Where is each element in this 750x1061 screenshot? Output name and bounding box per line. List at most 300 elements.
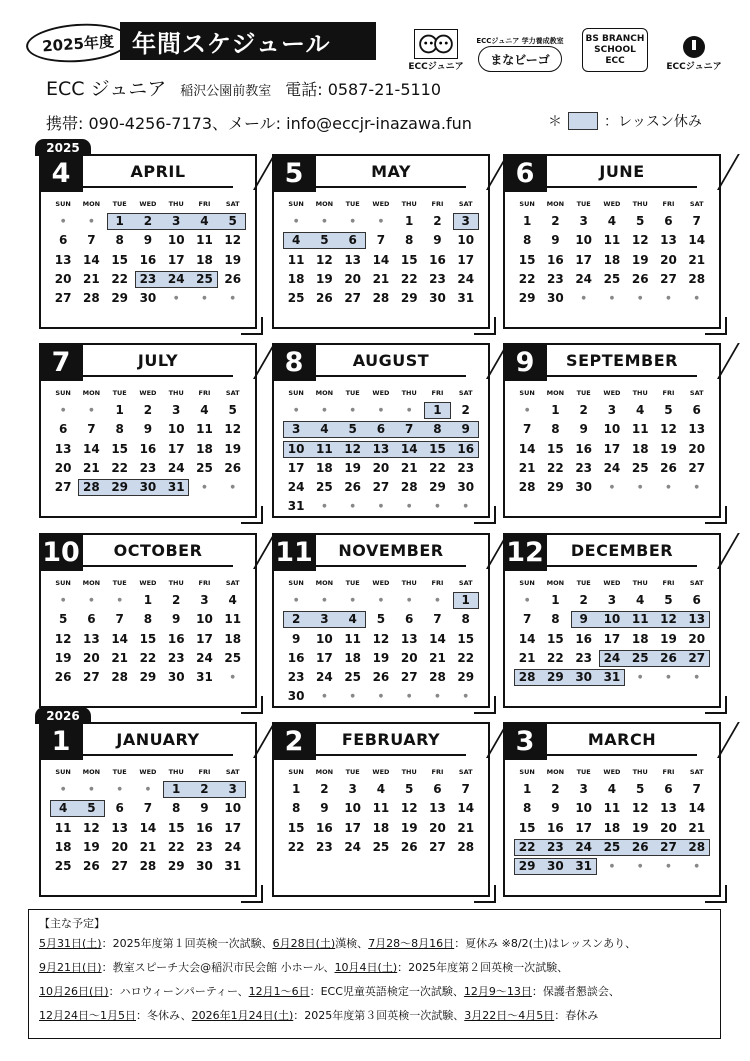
weekday-label: MON (82, 200, 101, 208)
day-number: 11 (224, 612, 242, 627)
day-number: 31 (196, 670, 213, 685)
day-number: 22 (167, 839, 185, 854)
day-number: 23 (316, 839, 333, 854)
day-number: 3 (461, 214, 470, 228)
day-grid (513, 200, 711, 308)
day-number: 16 (429, 252, 446, 267)
weekday-label: SUN (288, 200, 304, 208)
week-row (282, 687, 480, 706)
day-number: 9 (143, 233, 153, 248)
weekday-label: FRI (198, 579, 211, 587)
week-row (49, 231, 247, 250)
weekday-label: SAT (225, 200, 240, 208)
logo-group (408, 20, 728, 72)
day-number: 26 (631, 271, 649, 286)
day-number: 1 (522, 782, 532, 796)
day-number: 23 (139, 460, 157, 475)
day-number: 26 (631, 839, 649, 854)
day-grid (49, 768, 247, 876)
day-number: 15 (111, 441, 129, 456)
weekday-label: FRI (198, 200, 211, 208)
day-number: 20 (54, 460, 72, 475)
event-date: 12月24日〜1月5日 (39, 1009, 136, 1022)
day-number: 19 (660, 631, 677, 646)
day-number: 19 (660, 441, 677, 456)
day-number: 7 (115, 612, 124, 627)
day-number: 8 (143, 612, 153, 627)
day-number: 20 (660, 820, 677, 835)
empty-day-dot: ● (89, 597, 94, 603)
week-row (49, 799, 247, 818)
day-number: 8 (115, 422, 124, 437)
day-number: 28 (688, 839, 706, 854)
day-number: 28 (83, 480, 100, 495)
day-number: 15 (111, 252, 129, 267)
day-number: 7 (376, 233, 386, 248)
weekday-label: SUN (55, 768, 71, 776)
weekday-label: THU (632, 200, 648, 208)
day-grid (49, 389, 247, 497)
day-number: 4 (348, 612, 357, 627)
day-number: 17 (344, 820, 362, 835)
day-number: 17 (316, 650, 333, 665)
week-row (513, 478, 711, 497)
day-number: 30 (196, 859, 213, 874)
event-date: 2026年1月24日(土) (191, 1009, 294, 1022)
day-number: 3 (607, 403, 617, 417)
weekday-label: TUE (345, 768, 360, 776)
event-date: 5月31日(土) (39, 937, 102, 950)
day-number: 7 (143, 801, 153, 816)
empty-day-dot: ● (407, 693, 412, 700)
empty-day-dot: ● (230, 484, 235, 491)
weekday-label: MON (546, 768, 565, 776)
empty-day-dot: ● (350, 693, 355, 700)
day-number: 21 (688, 820, 706, 835)
day-number: 20 (400, 650, 418, 665)
day-grid (49, 579, 247, 687)
day-number: 24 (575, 839, 593, 854)
legend (548, 111, 702, 131)
day-number: 14 (111, 631, 129, 646)
day-number: 7 (87, 233, 96, 248)
day-number: 6 (692, 403, 701, 417)
weekday-label: WED (372, 768, 390, 776)
school-name: ECC ジュニア (46, 78, 167, 100)
day-number: 3 (291, 422, 301, 437)
day-number: 10 (196, 612, 213, 627)
empty-day-dot: ● (378, 503, 384, 510)
month-number: 8 (272, 343, 316, 381)
day-number: 1 (172, 782, 181, 796)
week-row (513, 610, 711, 629)
day-number: 31 (457, 291, 475, 306)
day-number: 28 (518, 670, 536, 685)
empty-day-dot: ● (463, 503, 468, 510)
day-number: 10 (575, 233, 593, 248)
day-number: 6 (348, 233, 357, 248)
day-number: 8 (433, 422, 442, 437)
day-number: 2 (551, 782, 560, 796)
weekday-label: TUE (576, 579, 591, 587)
day-number: 9 (579, 612, 588, 627)
day-number: 15 (518, 252, 536, 267)
day-number: 17 (457, 252, 475, 267)
day-number: 4 (376, 782, 386, 796)
empty-day-dot: ● (666, 484, 671, 491)
day-number: 29 (111, 291, 129, 306)
weekday-label: TUE (112, 579, 127, 587)
weekday-label: WED (139, 200, 157, 208)
event-text: ：春休み (554, 1009, 599, 1022)
day-number: 14 (83, 441, 100, 456)
day-number: 27 (688, 460, 706, 475)
day-number: 24 (603, 650, 621, 665)
empty-day-dot: ● (378, 597, 384, 603)
day-number: 30 (575, 480, 593, 495)
day-number: 2 (320, 782, 329, 796)
week-row (49, 289, 247, 308)
day-number: 27 (54, 480, 72, 495)
empty-day-dot: ● (694, 295, 699, 302)
day-number: 19 (400, 820, 418, 835)
day-number: 20 (660, 252, 677, 267)
empty-day-dot: ● (666, 674, 671, 681)
day-number: 26 (83, 859, 100, 874)
day-number: 8 (522, 233, 532, 248)
day-number: 29 (547, 670, 564, 685)
notes-line (39, 932, 710, 956)
day-number: 16 (167, 631, 185, 646)
month-number: 9 (503, 343, 547, 381)
weekday-label: SUN (519, 389, 535, 397)
month-name: APRIL (83, 156, 233, 188)
day-number: 24 (603, 460, 621, 475)
day-number: 26 (400, 839, 418, 854)
event-text: ：ECC児童英語検定一次試験、 (309, 985, 464, 998)
empty-day-dot: ● (322, 503, 327, 510)
empty-day-dot: ● (666, 295, 671, 302)
empty-day-dot: ● (638, 674, 643, 681)
day-number: 8 (291, 801, 301, 816)
day-number: 26 (224, 460, 242, 475)
empty-day-dot: ● (89, 786, 94, 792)
day-number: 20 (429, 820, 446, 835)
empty-day-dot: ● (694, 863, 699, 870)
week-row (513, 649, 711, 668)
day-number: 16 (287, 650, 305, 665)
day-number: 28 (400, 480, 418, 495)
empty-day-dot: ● (350, 407, 355, 413)
week-row (282, 497, 480, 516)
day-number: 13 (83, 631, 100, 646)
weekday-label: MON (82, 389, 101, 397)
weekday-label: SAT (225, 579, 240, 587)
day-number: 22 (547, 650, 564, 665)
day-number: 19 (316, 271, 333, 286)
weekday-label: THU (632, 579, 648, 587)
week-row (513, 591, 711, 610)
weekday-label: TUE (576, 768, 591, 776)
empty-day-dot: ● (378, 407, 384, 413)
day-number: 15 (429, 441, 446, 456)
empty-day-dot: ● (117, 597, 122, 603)
empty-day-dot: ● (322, 218, 327, 224)
day-number: 30 (547, 291, 564, 306)
month-number: 11 (272, 533, 316, 571)
day-number: 21 (372, 271, 390, 286)
day-number: 2 (200, 782, 209, 796)
weekday-label: MON (315, 200, 334, 208)
day-number: 2 (579, 593, 588, 607)
month-calendar (39, 708, 257, 897)
day-number: 18 (372, 820, 390, 835)
empty-day-dot: ● (666, 863, 671, 870)
weekday-label: SAT (689, 200, 704, 208)
month-calendar (503, 343, 721, 518)
empty-day-dot: ● (145, 786, 151, 792)
day-number: 20 (111, 839, 129, 854)
weekday-label: WED (372, 389, 390, 397)
month-calendar (272, 722, 490, 897)
day-grid (282, 200, 480, 308)
event-date: 12月9〜13日 (463, 985, 532, 998)
day-number: 23 (457, 460, 475, 475)
manabi-go-logo: ECCジュニア 学力養成教室 まなビーゴ (474, 20, 566, 72)
empty-day-dot: ● (60, 786, 66, 792)
day-number: 7 (522, 422, 532, 437)
week-row (282, 591, 480, 610)
weekday-label: FRI (198, 389, 211, 397)
month-name: OCTOBER (83, 535, 233, 567)
notes-line (39, 980, 710, 1004)
day-number: 22 (429, 460, 446, 475)
day-number: 2 (461, 403, 470, 417)
day-grid (282, 579, 480, 707)
empty-day-dot: ● (609, 484, 615, 491)
day-number: 6 (433, 782, 442, 796)
day-number: 25 (287, 291, 305, 306)
day-number: 10 (316, 631, 333, 646)
empty-day-dot: ● (609, 295, 615, 302)
empty-day-dot: ● (638, 863, 643, 870)
weekday-label: WED (139, 389, 157, 397)
day-number: 27 (372, 480, 390, 495)
event-date: 7月28〜8月16日 (368, 937, 455, 950)
day-number: 22 (518, 839, 536, 854)
day-number: 11 (54, 820, 72, 835)
week-row (49, 610, 247, 629)
day-number: 15 (167, 820, 185, 835)
week-row (282, 231, 480, 250)
day-number: 31 (224, 859, 242, 874)
day-number: 13 (54, 441, 72, 456)
weekday-label: FRI (198, 768, 211, 776)
day-number: 28 (83, 291, 100, 306)
empty-day-dot: ● (202, 295, 207, 302)
day-number: 1 (115, 403, 124, 417)
day-number: 14 (372, 252, 390, 267)
empty-day-dot: ● (322, 597, 327, 603)
day-number: 20 (688, 631, 706, 646)
day-number: 30 (457, 480, 475, 495)
day-number: 12 (83, 820, 100, 835)
schedule-notes (28, 909, 721, 1039)
month-number: 10 (39, 533, 83, 571)
weekday-label: FRI (662, 389, 675, 397)
day-number: 1 (551, 593, 560, 607)
day-number: 18 (196, 252, 213, 267)
notes-line (39, 1004, 710, 1028)
month-calendar (503, 154, 721, 329)
day-number: 3 (172, 214, 181, 228)
empty-day-dot: ● (293, 407, 299, 413)
empty-day-dot: ● (435, 597, 440, 603)
day-number: 1 (461, 593, 470, 607)
weekday-label: TUE (345, 579, 360, 587)
month-calendar (503, 722, 721, 897)
day-number: 27 (660, 839, 677, 854)
event-date: 3月22日〜4月5日 (464, 1009, 555, 1022)
day-number: 6 (87, 612, 96, 627)
event-text: ：2025年度第１回英検一次試験、 (101, 937, 273, 950)
month-name: NOVEMBER (316, 535, 466, 567)
weekday-label: FRI (662, 579, 675, 587)
empty-day-dot: ● (407, 503, 412, 510)
day-number: 25 (372, 839, 390, 854)
empty-day-dot: ● (293, 597, 299, 603)
legend-swatch (568, 112, 598, 130)
day-number: 27 (660, 271, 677, 286)
day-number: 24 (167, 271, 185, 286)
day-number: 3 (607, 593, 617, 607)
day-number: 31 (167, 480, 185, 495)
month-number: 4 (39, 154, 83, 192)
week-row (49, 649, 247, 668)
day-number: 25 (631, 460, 649, 475)
week-row (513, 668, 711, 687)
day-number: 5 (376, 612, 386, 627)
week-row (49, 401, 247, 420)
month-calendar (272, 343, 490, 518)
day-number: 22 (111, 460, 129, 475)
day-number: 27 (344, 291, 362, 306)
weekday-label: MON (546, 579, 565, 587)
day-number: 6 (664, 214, 673, 228)
week-row (49, 270, 247, 289)
day-number: 9 (200, 801, 209, 816)
event-date: 10月26日(日) (39, 985, 109, 998)
week-row (513, 420, 711, 439)
day-number: 3 (320, 612, 329, 627)
event-text: ：2025年度第３回英検一次試験、 (293, 1009, 465, 1022)
day-number: 17 (287, 460, 305, 475)
contact-line: 携帯: 090-4256-7173、メール: info@eccjr-inazawa.fun (46, 114, 472, 133)
week-row (282, 799, 480, 818)
day-number: 22 (139, 650, 157, 665)
day-number: 4 (607, 214, 617, 228)
day-number: 24 (344, 839, 362, 854)
event-date: 12月1〜6日 (248, 985, 310, 998)
day-number: 21 (400, 460, 418, 475)
event-date: 6月28日(土) (272, 937, 336, 950)
weekday-label: THU (401, 200, 417, 208)
day-number: 10 (344, 801, 362, 816)
day-number: 21 (139, 839, 157, 854)
day-number: 16 (457, 441, 475, 456)
day-number: 25 (316, 480, 333, 495)
day-number: 12 (316, 252, 333, 267)
day-number: 11 (196, 422, 213, 437)
weekday-label: FRI (431, 579, 444, 587)
day-number: 29 (518, 859, 536, 874)
day-number: 30 (575, 670, 593, 685)
day-number: 6 (115, 801, 124, 816)
day-number: 29 (167, 859, 185, 874)
day-number: 11 (344, 631, 362, 646)
month-number: 1 (39, 722, 83, 760)
day-number: 14 (139, 820, 157, 835)
empty-day-dot: ● (350, 597, 355, 603)
day-number: 7 (522, 612, 532, 627)
weekday-label: FRI (431, 768, 444, 776)
day-number: 1 (551, 403, 560, 417)
day-number: 12 (660, 422, 677, 437)
day-number: 19 (631, 820, 649, 835)
week-row (49, 478, 247, 497)
day-number: 26 (316, 291, 333, 306)
day-number: 25 (344, 670, 362, 685)
day-number: 29 (111, 480, 129, 495)
day-number: 3 (228, 782, 237, 796)
day-number: 23 (575, 650, 593, 665)
day-number: 10 (603, 422, 621, 437)
weekday-label: MON (546, 389, 565, 397)
day-number: 27 (429, 839, 446, 854)
day-number: 12 (400, 801, 418, 816)
week-row (282, 668, 480, 687)
month-name: MARCH (547, 724, 697, 756)
day-number: 27 (111, 859, 129, 874)
event-text: ：夏休み ※8/2(土)はレッスンあり、 (454, 937, 637, 950)
day-number: 18 (631, 441, 649, 456)
day-number: 22 (518, 271, 536, 286)
day-number: 14 (457, 801, 475, 816)
day-number: 3 (172, 403, 181, 417)
weekday-label: TUE (345, 200, 360, 208)
week-row (282, 780, 480, 799)
month-number: 5 (272, 154, 316, 192)
day-number: 6 (376, 422, 386, 437)
empty-day-dot: ● (89, 218, 94, 224)
empty-day-dot: ● (322, 693, 327, 700)
week-row (513, 857, 711, 876)
day-number: 9 (291, 631, 301, 646)
empty-day-dot: ● (435, 693, 440, 700)
weekday-label: SAT (458, 200, 473, 208)
day-number: 12 (660, 612, 677, 627)
weekday-label: WED (603, 579, 621, 587)
day-number: 26 (224, 271, 242, 286)
day-number: 2 (143, 403, 153, 417)
day-number: 25 (196, 460, 213, 475)
day-number: 24 (287, 480, 305, 495)
day-number: 18 (287, 271, 305, 286)
day-number: 28 (429, 670, 446, 685)
day-number: 29 (139, 670, 157, 685)
day-number: 26 (660, 460, 677, 475)
weekday-label: WED (139, 579, 157, 587)
